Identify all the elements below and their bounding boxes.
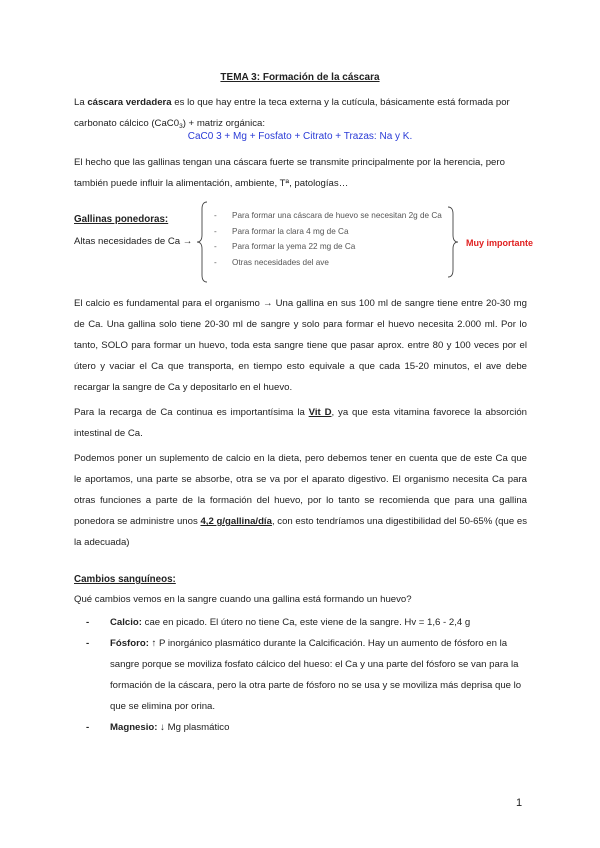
item-text: ↓ Mg plasmático	[157, 722, 230, 733]
bullet-dash: -	[86, 617, 90, 628]
supplement-paragraph	[74, 448, 527, 553]
blood-changes-list	[86, 612, 527, 738]
item-text: cae en picado. El útero no tiene Ca, este viene de la sangre. Hv = 1,6 - 2,4 g	[142, 617, 471, 628]
item-text: ↑ P inorgánico plasmático durante la Calcificación. Hay un aumento de fósforo en la sangre porque se moviliza fosfato cálcico del hueso: el Ca y una parte del fósforo se van para la formación de la cáscara, pero la otra parte de fósforo no se usa y se moviliza más deprisa que lo que se elimina por orina.	[110, 638, 522, 712]
supplement-post: , con esto tendríamos una digestibilidad del 50-65% (que es la adecuada)	[74, 516, 527, 548]
document-title: TEMA 3: Formación de la cáscara	[220, 72, 380, 83]
vitamin-d-paragraph	[74, 402, 527, 444]
right-brace-icon	[447, 206, 459, 278]
blood-heading: Cambios sanguíneos:	[74, 574, 176, 585]
list-item	[86, 633, 527, 717]
needs-label: Altas necesidades de Ca →	[74, 236, 193, 247]
vitd-post: , ya que esta vitamina favorece la absorción intestinal de Ca.	[74, 407, 527, 439]
calcium-paragraph: El calcio es fundamental para el organismo → Una gallina en sus 100 ml de sangre tiene entre 20-30 mg de Ca. Una gallina solo tiene 20-30 ml de sangre y solo para formar el huevo necesita 2.000 ml. Por lo tanto, SOLO para formar un huevo, toda esta sangre tiene que pasar aprox. entre 80 y 100 veces por el útero y vaciar el Ca que transporta, en tiempo esto equivale a que cada 15-20 minutos, el ave debe recargar la sangre de Ca y depositarlo en el huevo.	[74, 298, 527, 393]
needs-item: - Otras necesidades del ave	[212, 255, 452, 271]
bullet-dash: -	[86, 722, 90, 733]
intro-text: es lo que hay entre la teca externa y la cutícula, básicamente está formada por carbonato cálcico (CaC0	[74, 97, 510, 129]
bullet-dash: -	[86, 638, 90, 649]
item-label: Magnesio:	[110, 722, 158, 733]
important-note: Muy importante	[466, 238, 534, 248]
vitd-bold: Vit D	[308, 407, 332, 418]
intro-subscript: 3	[179, 123, 183, 130]
vitd-pre: Para la recarga de Ca continua es importantísima la	[74, 407, 309, 418]
needs-item: - Para formar la yema 22 mg de Ca	[212, 239, 452, 255]
supplement-dose: 4,2 g/gallina/día	[200, 516, 272, 527]
list-item	[86, 612, 527, 633]
item-label: Calcio:	[110, 617, 142, 628]
needs-item: - Para formar la clara 4 mg de Ca	[212, 224, 452, 240]
intro-post: ) + matriz orgánica:	[182, 118, 266, 129]
intro-pre: La	[74, 97, 88, 108]
intro-bold-term: cáscara verdadera	[87, 97, 172, 108]
blood-question: Qué cambios vemos en la sangre cuando una gallina está formando un huevo?	[74, 594, 412, 605]
heritage-paragraph: El hecho que las gallinas tengan una cáscara fuerte se transmite principalmente por la herencia, pero también puede influir la alimentación, ambiente, Tª, patologías…	[74, 157, 505, 189]
supplement-pre: Podemos poner un suplemento de calcio en la dieta, pero debemos tener en cuenta que de este Ca que le aportamos, una parte se absorbe, otra se va por el aparato digestivo. El organismo necesita Ca para otras funciones a parte de la formación del huevo, por lo tanto se recomienda que para una gallina ponedora se administre unos	[74, 453, 527, 527]
needs-item: - Para formar una cáscara de huevo se necesitan 2g de Ca	[212, 208, 452, 224]
item-label: Fósforo:	[110, 638, 149, 649]
calcium-needs-list	[212, 208, 452, 270]
composition-formula: CaC0 3 + Mg + Fosfato + Citrato + Trazas: Na y K.	[187, 131, 413, 142]
hens-heading: Gallinas ponedoras:	[74, 214, 169, 225]
page-number: 1	[516, 797, 523, 809]
list-item	[86, 717, 527, 738]
left-brace-icon	[196, 201, 208, 283]
